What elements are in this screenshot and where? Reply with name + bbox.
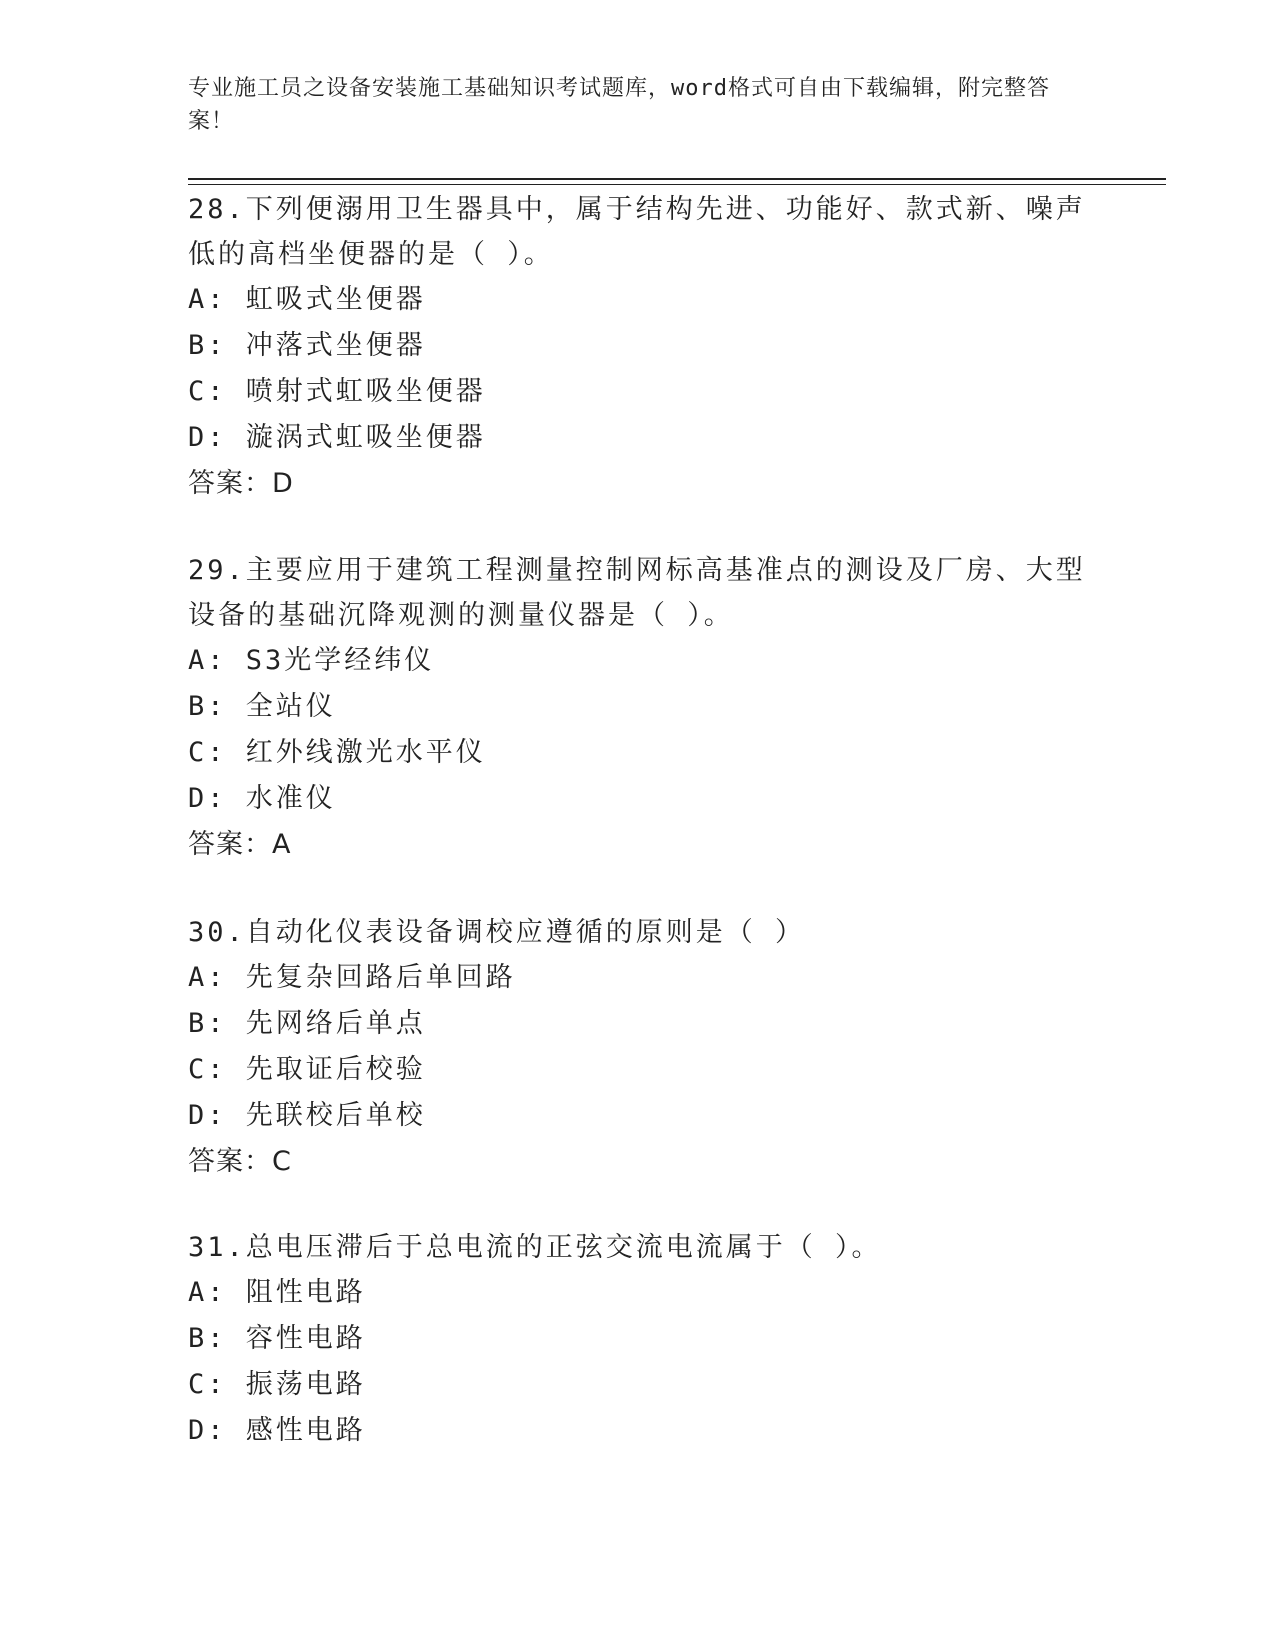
- option-c: C: 红外线激光水平仪: [188, 737, 486, 768]
- answer: 答案：C: [188, 1146, 292, 1177]
- option-d: D: 水准仪: [188, 783, 336, 814]
- question-stem: 28.下列便溺用卫生器具中，属于结构先进、功能好、款式新、噪声低的高档坐便器的是（ ）。: [188, 194, 1086, 270]
- option-c: C: 先取证后校验: [188, 1054, 426, 1085]
- document-header: 专业施工员之设备安装施工基础知识考试题库，word格式可自由下载编辑，附完整答案！: [188, 76, 1050, 134]
- option-c: C: 喷射式虹吸坐便器: [188, 376, 486, 407]
- header-divider-thin: [188, 184, 1166, 185]
- header-divider-thick: [188, 178, 1166, 180]
- question-28: [188, 187, 1088, 507]
- option-a: A: 先复杂回路后单回路: [188, 962, 516, 993]
- question-29: [188, 548, 1088, 868]
- question-stem: 31.总电压滞后于总电流的正弦交流电流属于（ ）。: [188, 1232, 882, 1263]
- option-a: A: 虹吸式坐便器: [188, 284, 426, 315]
- question-stem: 29.主要应用于建筑工程测量控制网标高基准点的测设及厂房、大型设备的基础沉降观测的测量仪器是（ ）。: [188, 555, 1086, 631]
- answer: 答案：D: [188, 468, 294, 499]
- option-d: D: 感性电路: [188, 1415, 366, 1446]
- option-c: C: 振荡电路: [188, 1369, 366, 1400]
- question-31: [188, 1225, 1088, 1454]
- option-b: B: 容性电路: [188, 1323, 366, 1354]
- question-stem: 30.自动化仪表设备调校应遵循的原则是（ ）: [188, 917, 806, 948]
- option-d: D: 漩涡式虹吸坐便器: [188, 422, 486, 453]
- answer: 答案：A: [188, 829, 292, 860]
- option-b: B: 先网络后单点: [188, 1008, 426, 1039]
- option-a: A: 阻性电路: [188, 1277, 366, 1308]
- option-a: A: S3光学经纬仪: [188, 645, 435, 676]
- option-b: B: 全站仪: [188, 691, 336, 722]
- option-b: B: 冲落式坐便器: [188, 330, 426, 361]
- option-d: D: 先联校后单校: [188, 1100, 426, 1131]
- question-30: [188, 910, 1088, 1185]
